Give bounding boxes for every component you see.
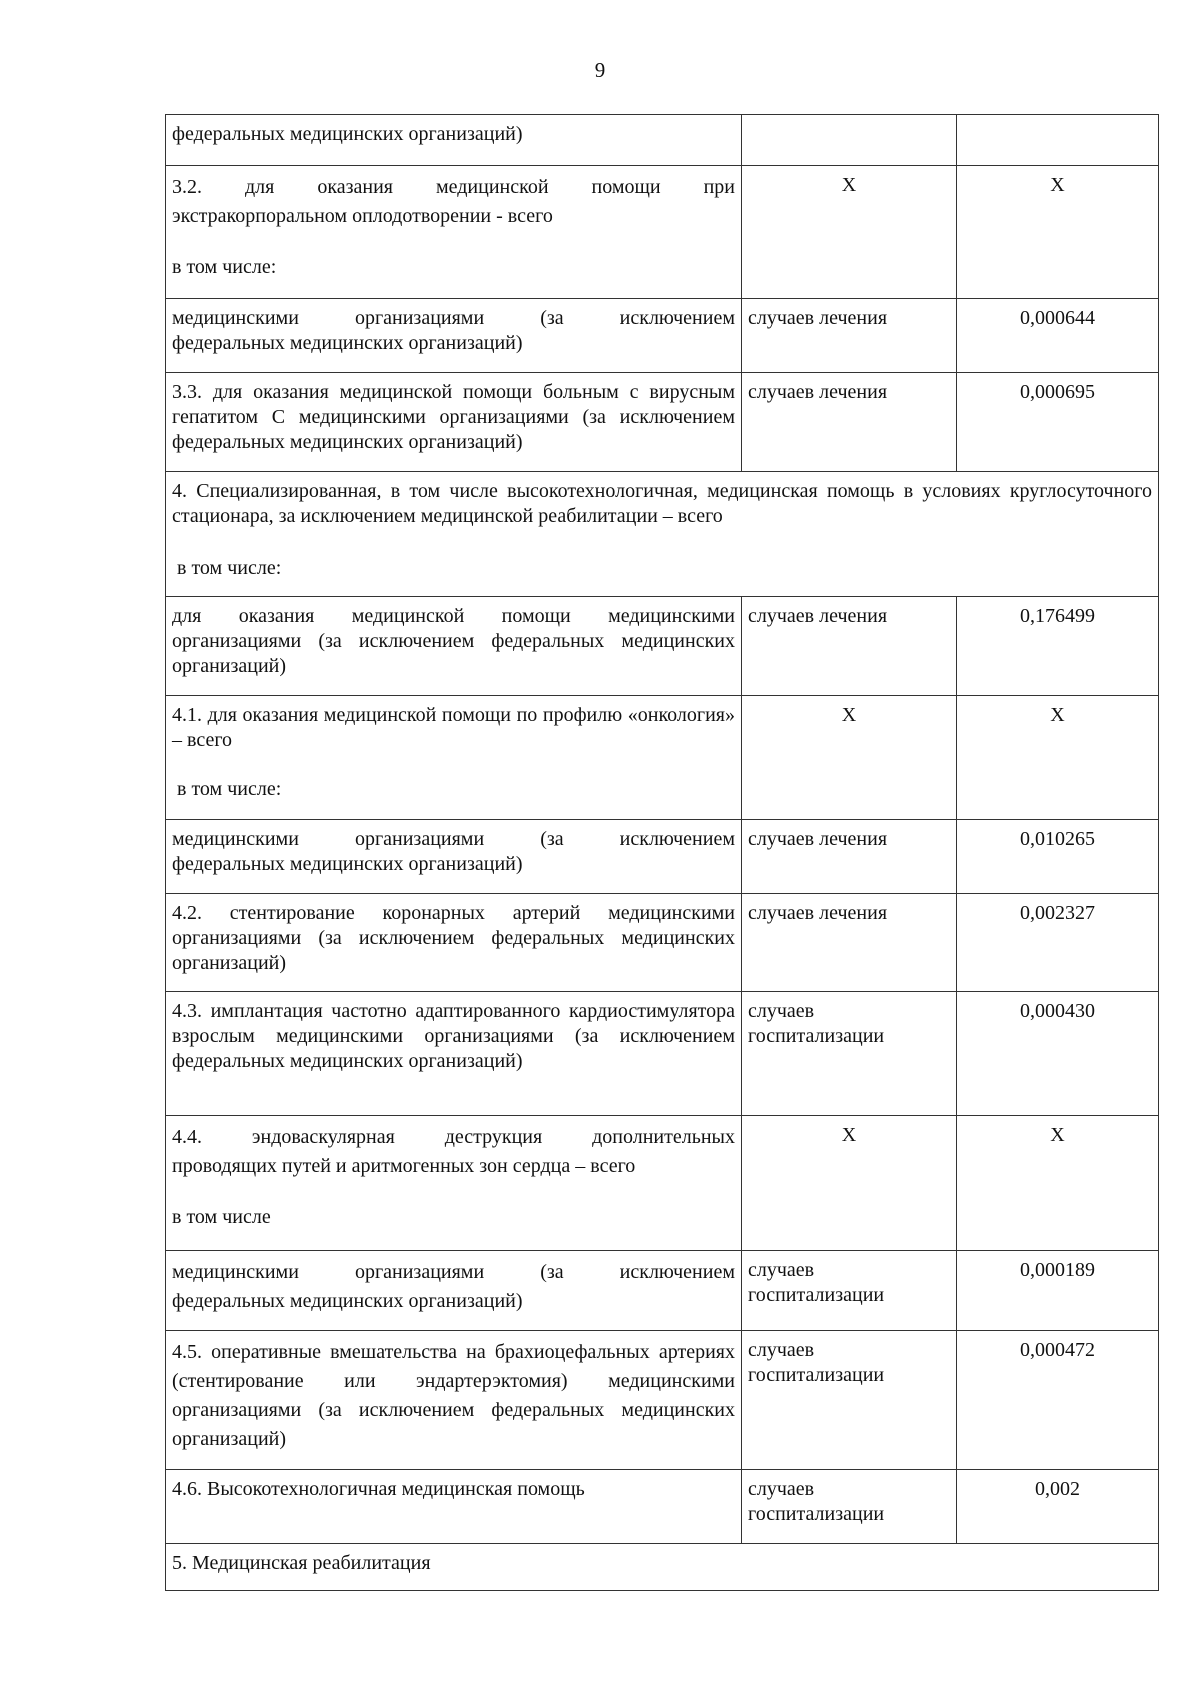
row-value: 0,000430	[957, 992, 1159, 1116]
row-description-line: федеральных медицинских организаций)	[172, 332, 523, 354]
table-row	[166, 299, 1159, 373]
row-value: 0,176499	[957, 597, 1159, 696]
row-description-line: 4.1. для оказания медицинской помощи по профилю «онкология» – всего	[172, 704, 735, 751]
row-subtitle: в том числе:	[177, 778, 282, 800]
row-description: 3.3. для оказания медицинской помощи больным с вирусным гепатитом С медицинскими организациями (за исключением федеральных медицинских организаций)	[166, 373, 742, 472]
table-row	[166, 597, 1159, 696]
table-row	[166, 115, 1159, 166]
row-unit: случаев лечения	[742, 820, 957, 894]
row-value: 0,000189	[957, 1251, 1159, 1331]
table-row	[166, 696, 1159, 820]
row-unit: случаев лечения	[742, 597, 957, 696]
row-description-line: проводящих путей и аритмогенных зон сердца – всего	[172, 1155, 636, 1177]
row-unit: случаев госпитализации	[742, 1470, 957, 1544]
row-subtitle: в том числе	[172, 1206, 271, 1228]
row-value: 0,002	[957, 1470, 1159, 1544]
row-unit: случаев госпитализации	[742, 1331, 957, 1470]
row-value: 0,000472	[957, 1331, 1159, 1470]
row-value: 0,002327	[957, 894, 1159, 992]
table-row	[166, 373, 1159, 472]
table-row	[166, 992, 1159, 1116]
row-value	[957, 115, 1159, 166]
row-description-line: экстракорпоральном оплодотворении - всего	[172, 205, 553, 227]
row-unit: Х	[742, 696, 957, 820]
table-row	[166, 894, 1159, 992]
row-value: 0,010265	[957, 820, 1159, 894]
row-unit: Х	[742, 1116, 957, 1251]
row-description	[166, 696, 742, 820]
table-row	[166, 820, 1159, 894]
page-number: 9	[594, 58, 606, 82]
row-description: федеральных медицинских организаций)	[166, 115, 742, 166]
section-heading: 5. Медицинская реабилитация	[166, 1544, 1159, 1591]
row-description	[166, 820, 742, 894]
row-unit: случаев госпитализации	[742, 1251, 957, 1331]
row-unit: случаев лечения	[742, 299, 957, 373]
row-description: 4.3. имплантация частотно адаптированного кардиостимулятора взрослым медицинскими организациями (за исключением федеральных медицинских организаций)	[166, 992, 742, 1116]
row-description: 4.5. оперативные вмешательства на брахиоцефальных артериях (стентирование или эндартерэктомия) медицинскими организациями (за исключением федеральных медицинских организаций)	[166, 1331, 742, 1470]
row-value: Х	[957, 166, 1159, 299]
row-value: Х	[957, 1116, 1159, 1251]
table-row-section	[166, 1544, 1159, 1591]
row-subtitle: в том числе:	[177, 557, 282, 579]
row-value: Х	[957, 696, 1159, 820]
row-description-line: медицинскими организациями (за исключением	[172, 828, 735, 850]
table-row	[166, 166, 1159, 299]
row-description: 4.2. стентирование коронарных артерий медицинскими организациями (за исключением федеральных медицинских организаций)	[166, 894, 742, 992]
row-description-line: медицинскими организациями (за исключением	[172, 307, 735, 329]
row-subtitle: в том числе:	[172, 256, 277, 278]
row-value: 0,000644	[957, 299, 1159, 373]
row-description	[166, 166, 742, 299]
row-unit: случаев лечения	[742, 373, 957, 472]
section-heading	[166, 472, 1159, 597]
row-unit: случаев госпитализации	[742, 992, 957, 1116]
indicators-table	[165, 114, 1159, 1591]
row-description-line: федеральных медицинских организаций)	[172, 1290, 523, 1312]
row-unit	[742, 115, 957, 166]
row-description-line: 3.2. для оказания медицинской помощи при	[172, 176, 735, 198]
row-unit: Х	[742, 166, 957, 299]
table-row-section	[166, 472, 1159, 597]
row-description	[166, 299, 742, 373]
section-text: 4. Специализированная, в том числе высокотехнологичная, медицинская помощь в условиях круглосуточного стационара, за исключением медицинской реабилитации – всего	[172, 480, 1152, 527]
row-description	[166, 1251, 742, 1331]
row-value: 0,000695	[957, 373, 1159, 472]
table-row	[166, 1331, 1159, 1470]
row-unit: случаев лечения	[742, 894, 957, 992]
table-row	[166, 1470, 1159, 1544]
row-description-line: 4.4. эндоваскулярная деструкция дополнительных	[172, 1126, 735, 1148]
table-row	[166, 1116, 1159, 1251]
row-description-line: федеральных медицинских организаций)	[172, 853, 523, 875]
row-description	[166, 1116, 742, 1251]
row-description: 4.6. Высокотехнологичная медицинская помощь	[166, 1470, 742, 1544]
row-description-line: медицинскими организациями (за исключением	[172, 1261, 735, 1283]
table-row	[166, 1251, 1159, 1331]
row-description: для оказания медицинской помощи медицинскими организациями (за исключением федеральных медицинских организаций)	[166, 597, 742, 696]
